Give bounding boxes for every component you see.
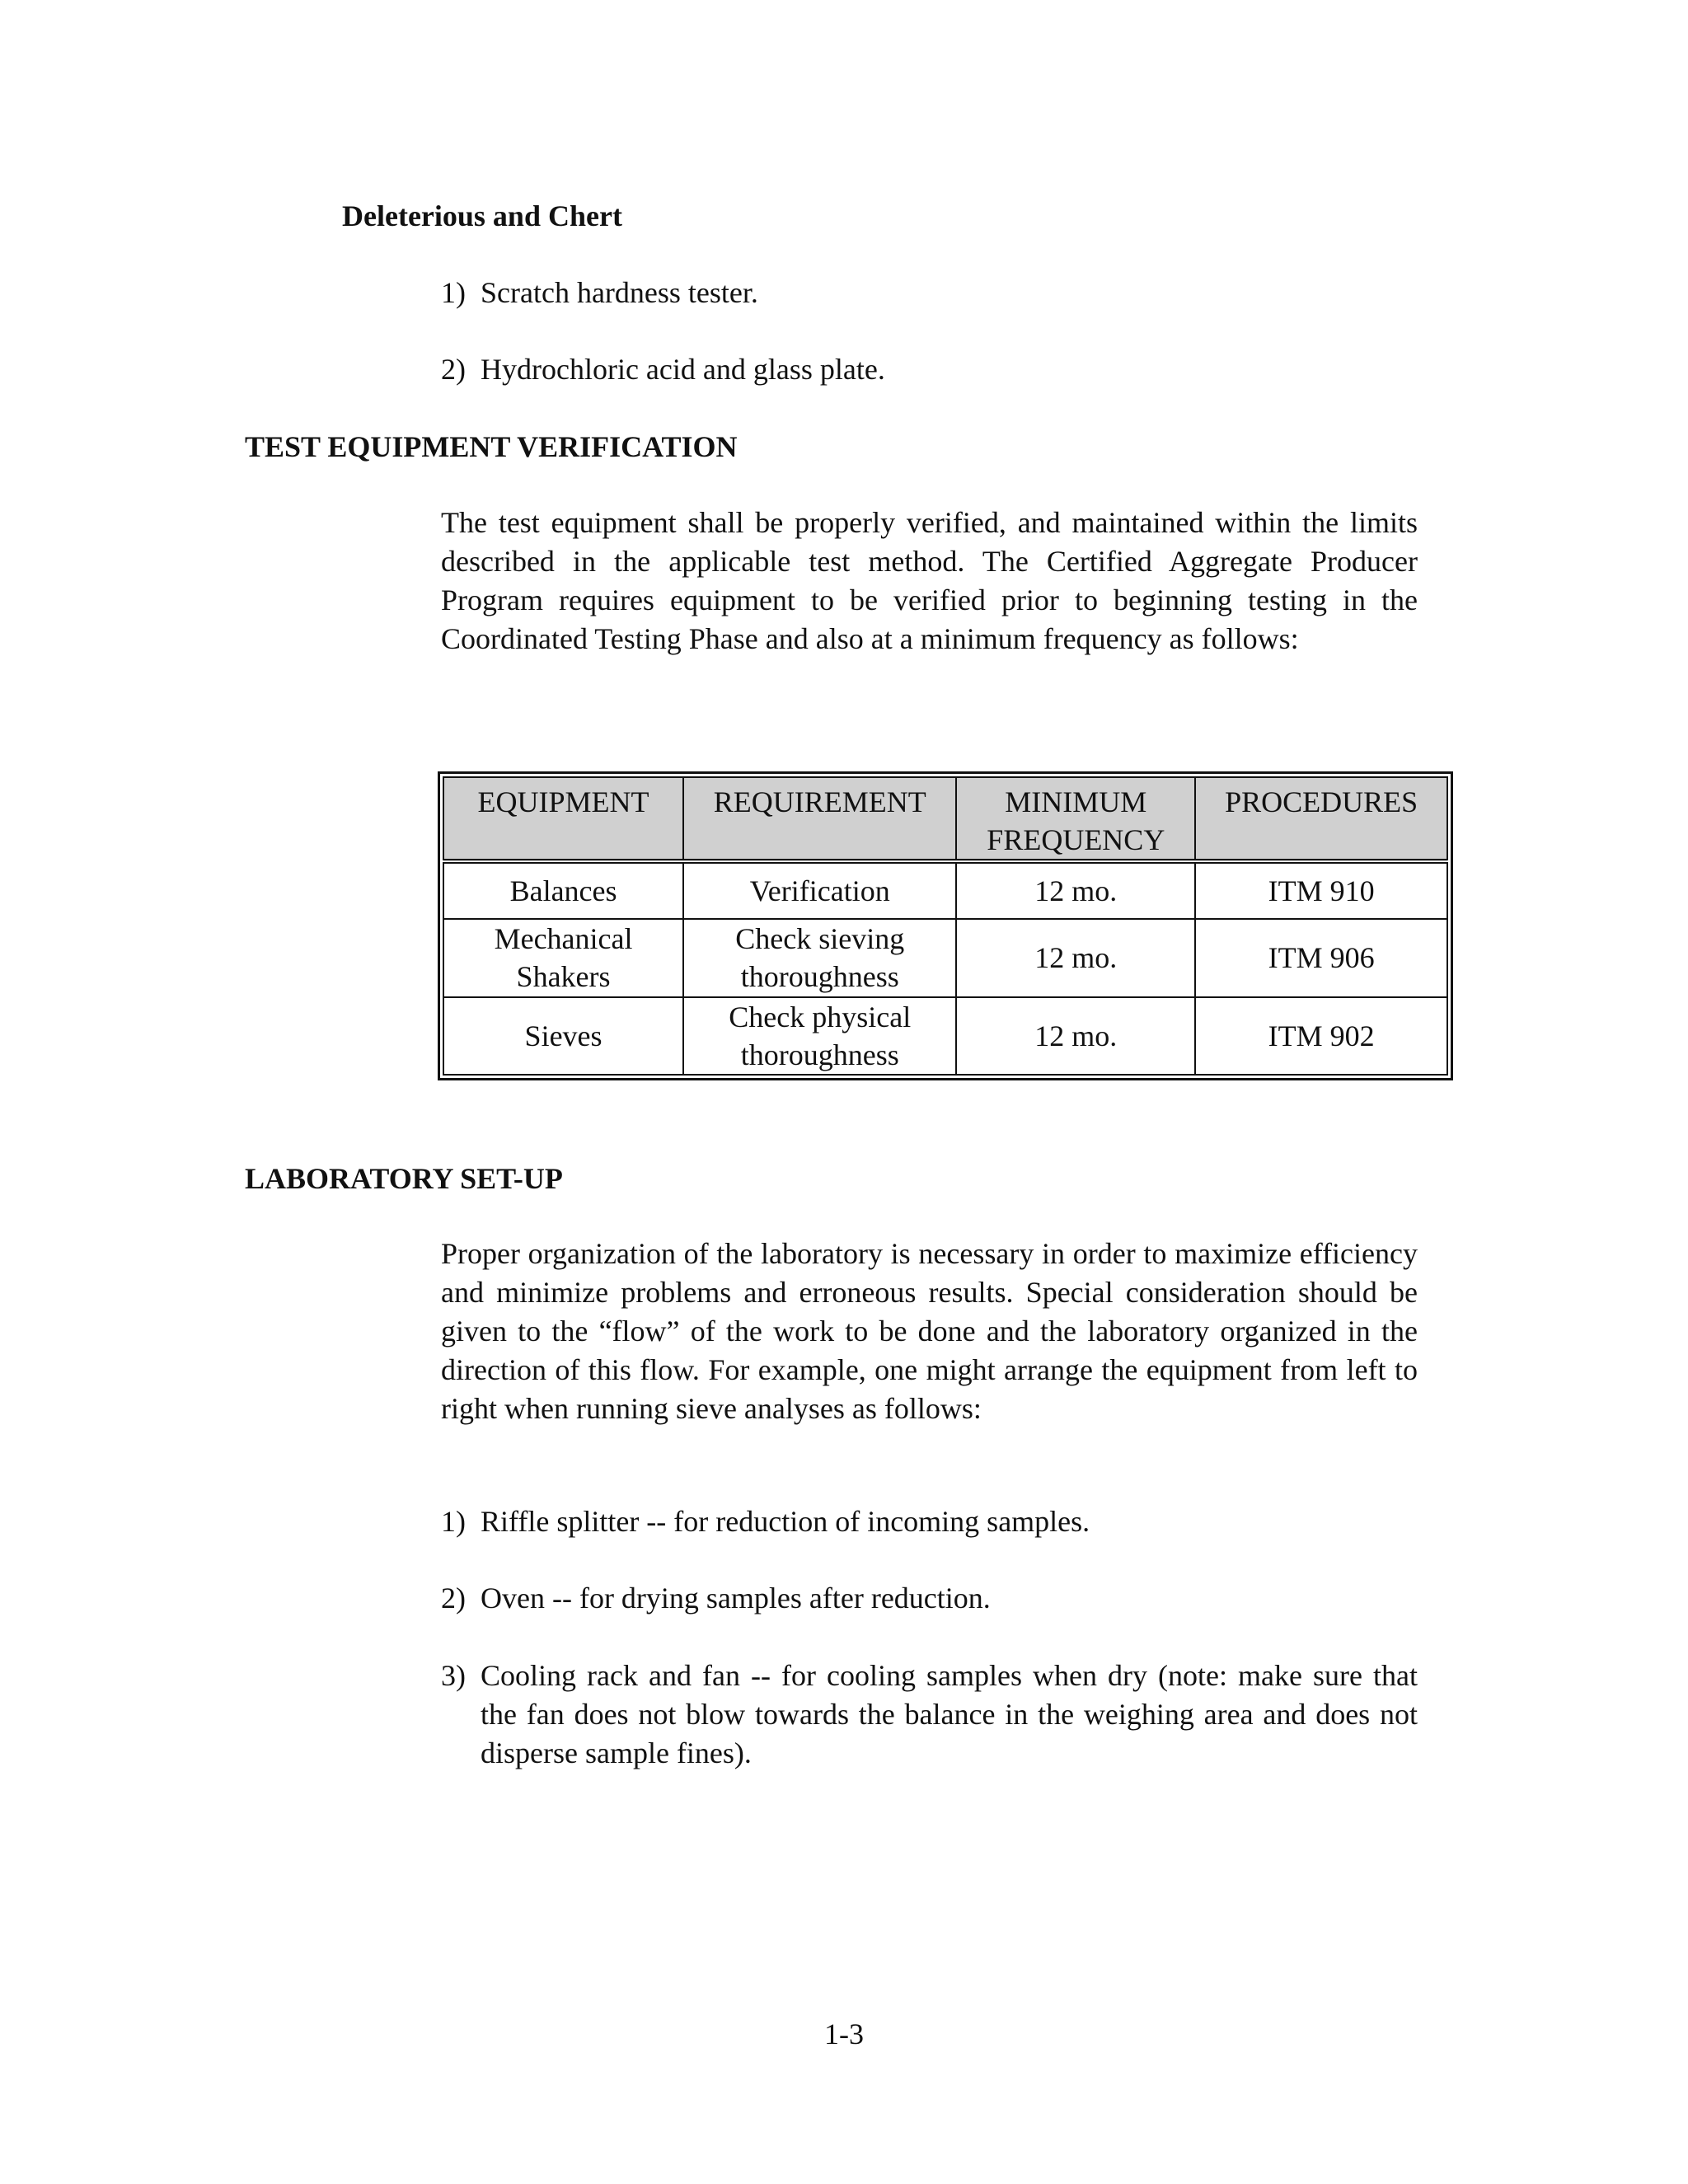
cell-requirement: Check sieving thoroughness <box>683 919 956 997</box>
list-number: 1) <box>441 276 466 309</box>
equipment-table-grid <box>443 776 1448 1076</box>
cell-equipment: Balances <box>443 861 683 919</box>
header-equipment: EQUIPMENT <box>443 777 683 861</box>
deleterious-item-2 <box>441 350 1418 389</box>
table-row <box>443 861 1447 919</box>
table-row <box>443 919 1447 997</box>
list-number: 3) <box>441 1659 466 1692</box>
lab-item-1 <box>441 1502 1418 1541</box>
verification-paragraph: The test equipment shall be properly verified, and maintained within the limits described in the applicable test method. The Certified Aggregate Producer Program requires equipment to be verified prior to beginning testing in the Coordinated Testing Phase and also at a minimum frequency as follows: <box>441 506 1418 655</box>
cell-frequency: 12 mo. <box>956 919 1195 997</box>
deleterious-heading: Deleterious and Chert <box>342 199 622 232</box>
list-number: 1) <box>441 1505 466 1538</box>
list-number: 2) <box>441 1582 466 1615</box>
list-text: Riffle splitter -- for reduction of incoming samples. <box>481 1505 1090 1538</box>
header-procedures: PROCEDURES <box>1195 777 1447 861</box>
list-text: Cooling rack and fan -- for cooling samples when dry (note: make sure that the fan does not blow towards the balance in the weighing area and does not disperse sample fines). <box>481 1659 1418 1769</box>
header-minimum-frequency: MINIMUM FREQUENCY <box>956 777 1195 861</box>
table-row <box>443 997 1447 1076</box>
cell-frequency: 12 mo. <box>956 861 1195 919</box>
cell-procedure: ITM 910 <box>1195 861 1447 919</box>
verification-heading: TEST EQUIPMENT VERIFICATION <box>245 430 738 463</box>
cell-requirement: Verification <box>683 861 956 919</box>
lab-setup-heading: LABORATORY SET-UP <box>245 1162 563 1195</box>
cell-equipment: Mechanical Shakers <box>443 919 683 997</box>
cell-procedure: ITM 906 <box>1195 919 1447 997</box>
list-text: Scratch hardness tester. <box>481 276 758 309</box>
table-header-row <box>443 777 1447 861</box>
page-number: 1-3 <box>824 2018 864 2050</box>
lab-item-2 <box>441 1579 1418 1618</box>
deleterious-item-1 <box>441 274 1418 312</box>
header-requirement: REQUIREMENT <box>683 777 956 861</box>
lab-item-3 <box>441 1657 1418 1773</box>
list-text: Oven -- for drying samples after reduction. <box>481 1582 991 1615</box>
equipment-table <box>438 771 1453 1080</box>
cell-requirement: Check physical thoroughness <box>683 997 956 1076</box>
lab-setup-paragraph: Proper organization of the laboratory is necessary in order to maximize efficiency and minimize problems and erroneous results. Special consideration should be given to the “flow” of the work to be done and the laboratory organized in the direction of this flow. For example, one might arrange the equipment from left to right when running sieve analyses as follows: <box>441 1237 1418 1425</box>
cell-equipment: Sieves <box>443 997 683 1076</box>
list-text: Hydrochloric acid and glass plate. <box>481 353 885 386</box>
cell-procedure: ITM 902 <box>1195 997 1447 1076</box>
list-number: 2) <box>441 353 466 386</box>
cell-frequency: 12 mo. <box>956 997 1195 1076</box>
